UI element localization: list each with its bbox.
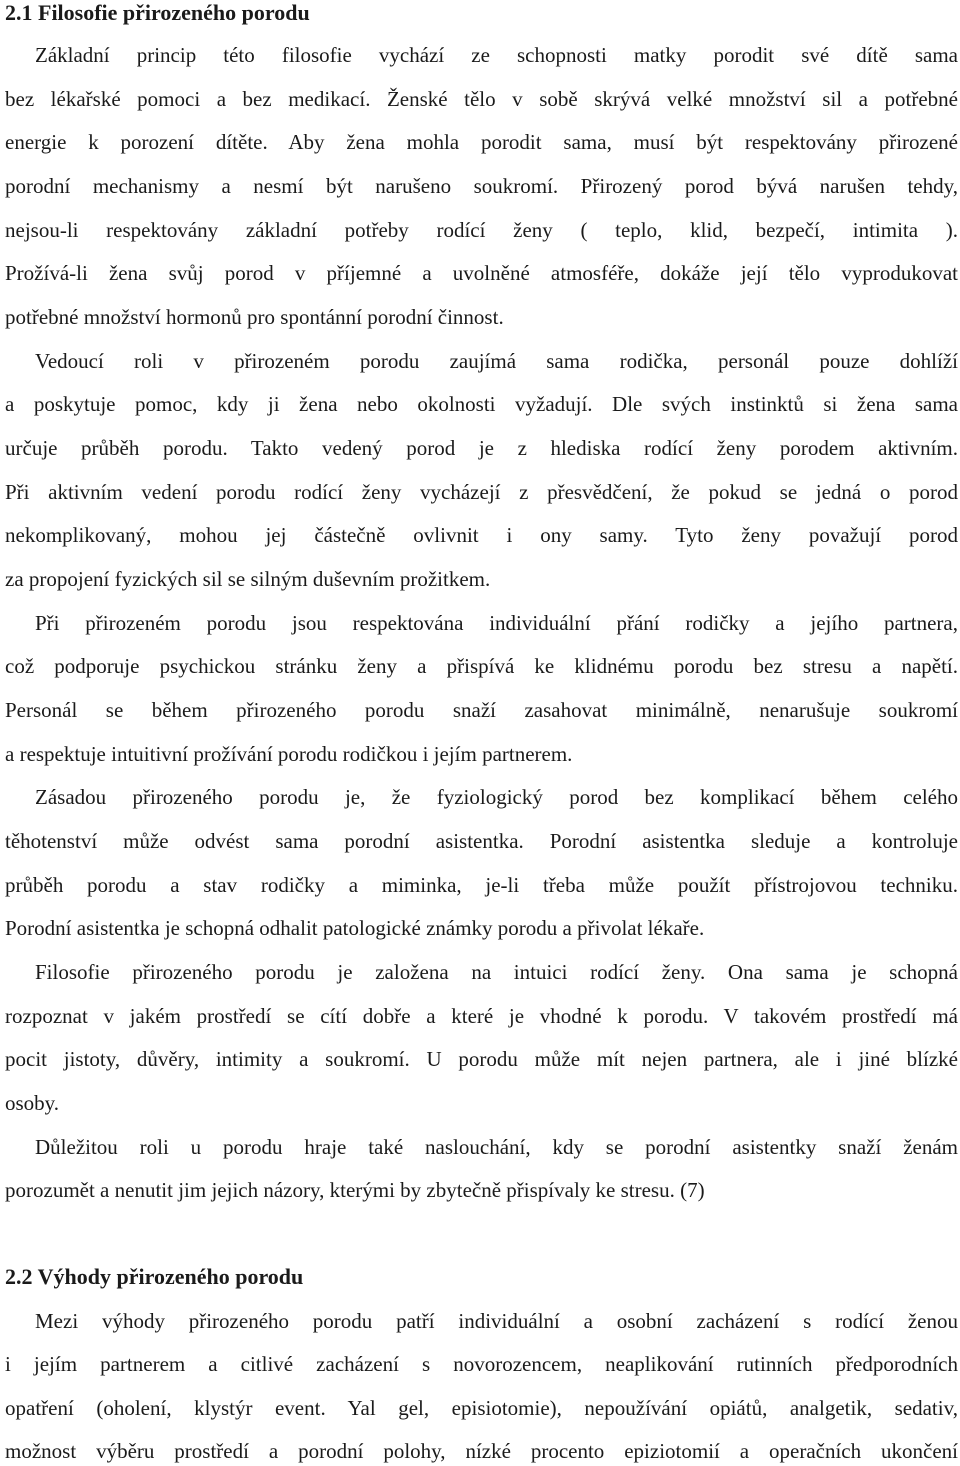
text-line: nejsou-li respektovány základní potřeby rodící ženy ( teplo, klid, bezpečí, intimita ).: [5, 218, 958, 242]
text-line: porodní mechanismy a nesmí být narušeno soukromí. Přirozený porod bývá narušen tehdy,: [5, 174, 958, 198]
text-line: pocit jistoty, důvěry, intimity a soukromí. U porodu může mít nejen partnera, ale i jiné blízké: [5, 1047, 958, 1071]
text-line: za propojení fyzických sil se silným duševním prožitkem.: [5, 567, 491, 591]
text-line: opatření (oholení, klystýr event. Yal gel, episiotomie), nepoužívání opiátů, analgetik, sedativ,: [5, 1396, 958, 1420]
text-line: potřebné množství hormonů pro spontánní porodní činnost.: [5, 305, 504, 329]
text-line: určuje průběh porodu. Takto vedený porod je z hlediska rodící ženy porodem aktivním.: [5, 436, 958, 460]
text-line: a respektuje intuitivní prožívání porodu rodičkou i jejím partnerem.: [5, 742, 573, 766]
text-line: těhotenství může odvést sama porodní asistentka. Porodní asistentka sleduje a kontroluje: [5, 829, 958, 853]
text-line: osoby.: [5, 1091, 60, 1115]
text-line: nekomplikovaný, mohou jej částečně ovlivnit i ony samy. Tyto ženy považují porod: [5, 523, 958, 547]
text-line: Filosofie přirozeného porodu je založena na intuici rodící ženy. Ona sama je schopná: [35, 960, 958, 984]
text-line: a poskytuje pomoc, kdy ji žena nebo okolnosti vyžadují. Dle svých instinktů si žena sama: [5, 392, 958, 416]
section-heading-vyhody: 2.2 Výhody přirozeného porodu: [5, 1264, 304, 1289]
text-line: Při přirozeném porodu jsou respektována individuální přání rodičky a jejího partnera,: [35, 611, 958, 635]
text-line: Prožívá-li žena svůj porod v příjemné a uvolněné atmosféře, dokáže její tělo vyprodukovat: [5, 261, 958, 285]
section-heading-filosofie: 2.1 Filosofie přirozeného porodu: [5, 0, 310, 25]
text-line: Důležitou roli u porodu hraje také naslouchání, kdy se porodní asistentky snaží ženám: [35, 1135, 958, 1159]
text-line: energie k porození dítěte. Aby žena mohla porodit sama, musí být respektovány přirozené: [5, 130, 958, 154]
text-line: bez lékařské pomoci a bez medikací. Ženské tělo v sobě skrývá velké množství sil a potřebné: [5, 87, 958, 111]
text-line: Personál se během přirozeného porodu snaží zasahovat minimálně, nenarušuje soukromí: [5, 698, 958, 722]
text-line: což podporuje psychickou stránku ženy a přispívá ke klidnému porodu bez stresu a napětí.: [5, 654, 958, 678]
text-line: Při aktivním vedení porodu rodící ženy vycházejí z přesvědčení, že pokud se jedná o porod: [5, 480, 958, 504]
text-line: Porodní asistentka je schopná odhalit patologické známky porodu a přivolat lékaře.: [5, 916, 705, 940]
text-line: Základní princip této filosofie vychází ze schopnosti matky porodit své dítě sama: [35, 43, 958, 67]
text-line: i jejím partnerem a citlivé zacházení s novorozencem, neaplikování rutinních předporodních: [5, 1352, 958, 1376]
text-line: Vedoucí roli v přirozeném porodu zaujímá sama rodička, personál pouze dohlíží: [35, 349, 958, 373]
text-line: možnost výběru prostředí a porodní polohy, nízké procento epiziotomií a operačních ukončení: [5, 1439, 958, 1463]
text-line: průběh porodu a stav rodičky a miminka, je-li třeba může použít přístrojovou techniku.: [5, 873, 958, 897]
text-line: porozumět a nenutit jim jejich názory, kterými by zbytečně přispívaly ke stresu. (7): [5, 1178, 705, 1202]
text-line: Zásadou přirozeného porodu je, že fyziologický porod bez komplikací během celého: [35, 785, 958, 809]
text-line: rozpoznat v jakém prostředí se cítí dobře a které je vhodné k porodu. V takovém prostředí má: [5, 1004, 958, 1028]
text-line: Mezi výhody přirozeného porodu patří individuální a osobní zacházení s rodící ženou: [35, 1309, 958, 1333]
